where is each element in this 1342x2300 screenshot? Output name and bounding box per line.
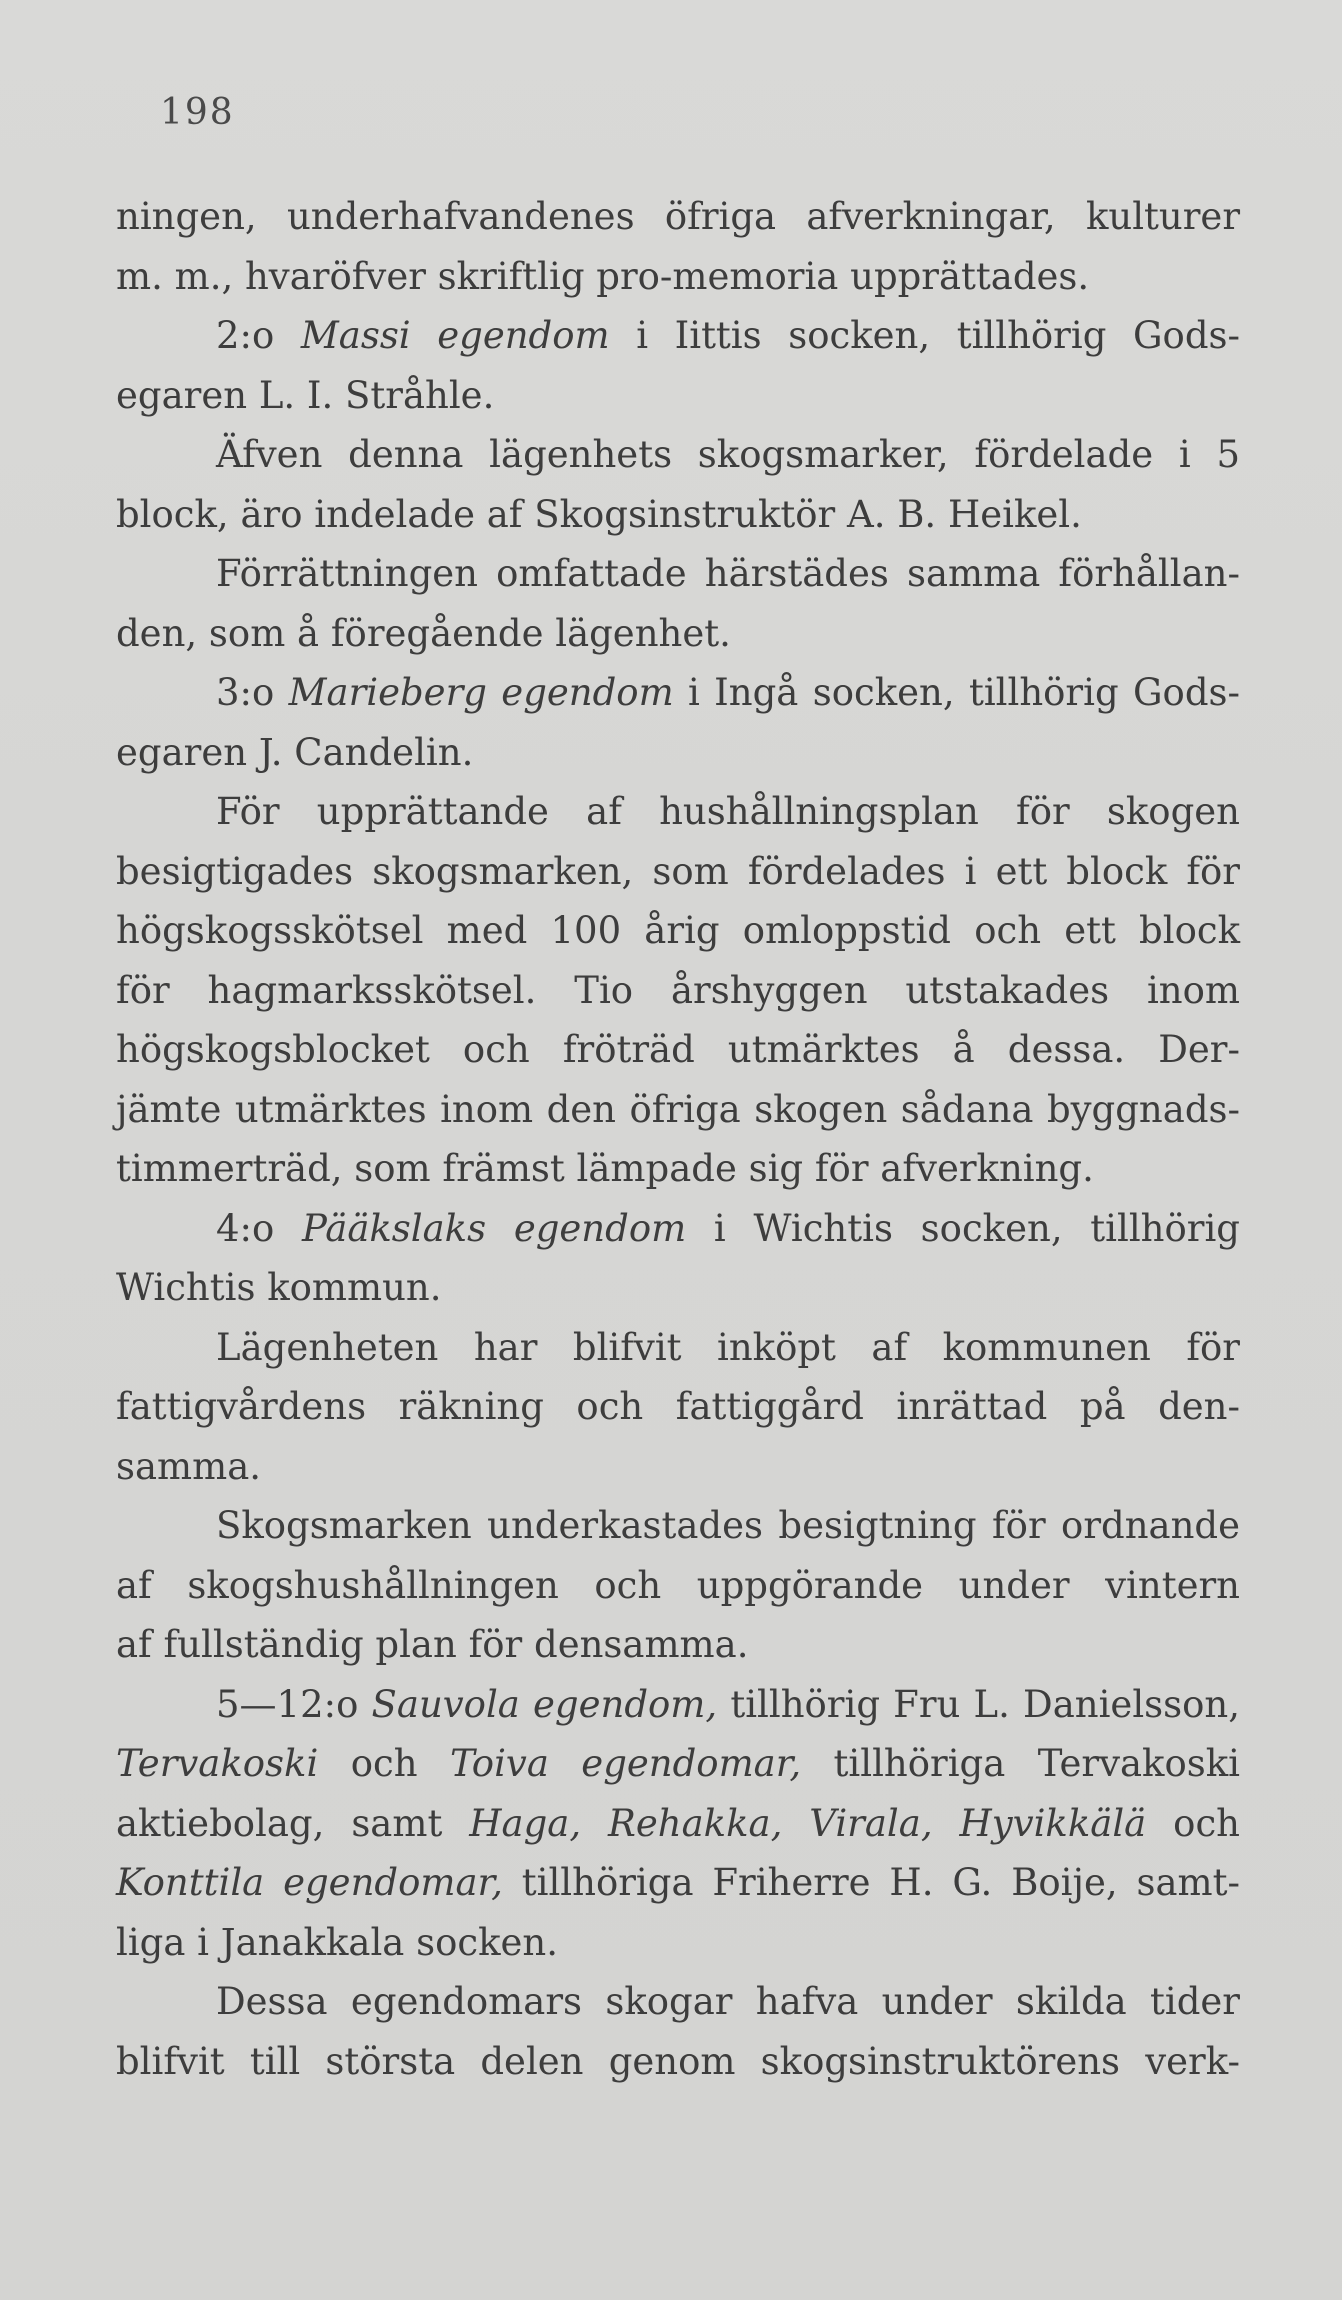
text-line (116, 663, 1240, 723)
text-line (116, 604, 1240, 664)
page-number: 198 (160, 92, 235, 133)
text-segment: och (318, 1742, 450, 1785)
text-segment: aktiebolag, samt (116, 1801, 470, 1845)
text-segment: Lägenheten har blifvit inköpt af kommunen för (216, 1325, 1240, 1369)
text-segment: 5—12:o (216, 1682, 372, 1726)
text-segment: af fullständig plan för densamma. (116, 1623, 749, 1666)
italic-text-segment: Massi egendom (300, 314, 610, 357)
text-segment: besigtigades skogsmarken, som fördelades i ett block för (116, 849, 1240, 893)
text-segment: i Ingå socken, tillhörig Gods- (673, 671, 1240, 714)
text-segment: af skogshushållningen och uppgörande under vintern (116, 1563, 1240, 1607)
text-segment: i Wichtis socken, tillhörig (686, 1206, 1240, 1250)
text-line (116, 1258, 1240, 1318)
text-line (116, 2032, 1240, 2092)
text-line (116, 782, 1240, 842)
text-line (116, 961, 1240, 1021)
text-line (116, 306, 1240, 366)
text-segment: Äfven denna lägenhets skogsmarker, fördelade i 5 (216, 433, 1240, 476)
text-line (116, 1972, 1240, 2032)
text-line (116, 1496, 1240, 1556)
text-line (116, 723, 1240, 783)
text-line (116, 1794, 1240, 1854)
text-line (116, 247, 1240, 307)
italic-text-segment: Haga, Rehakka, Virala, Hyvikkälä (469, 1801, 1147, 1845)
text-line (116, 1020, 1240, 1080)
italic-text-segment: Marieberg egendom (288, 671, 674, 714)
text-line (116, 1139, 1240, 1199)
text-line (116, 1437, 1240, 1497)
text-segment: 3:o (216, 671, 289, 714)
text-segment: den, som å föregående lägenhet. (116, 611, 731, 655)
text-line (116, 1913, 1240, 1973)
text-segment: 2:o (216, 314, 301, 357)
text-line (116, 1556, 1240, 1616)
text-segment: block, äro indelade af Skogsinstruktör A. B. Heikel. (116, 492, 1082, 536)
text-segment: samma. (116, 1444, 262, 1488)
text-segment: Dessa egendomars skogar hafva under skilda tider (216, 1980, 1240, 2023)
text-line (116, 187, 1240, 247)
text-line (116, 366, 1240, 426)
body-text (116, 187, 1240, 2091)
text-segment: ningen, underhafvandenes öfriga afverkningar, kulturer (116, 195, 1240, 238)
text-segment: timmerträd, som främst lämpade sig för afverkning. (116, 1147, 1094, 1190)
text-line (116, 1080, 1240, 1140)
text-segment: Förrättningen omfattade härstädes samma förhållan- (216, 552, 1240, 595)
text-line (116, 901, 1240, 961)
text-segment: fattigvårdens räkning och fattiggård inrättad på den- (116, 1385, 1240, 1428)
text-segment: och (1146, 1801, 1241, 1845)
text-line (116, 485, 1240, 545)
italic-text-segment: Pääkslaks egendom (302, 1206, 687, 1250)
text-line (116, 1318, 1240, 1378)
italic-text-segment: Toiva egendomar, (450, 1742, 802, 1785)
text-segment: jämte utmärktes inom den öfriga skogen sådana byggnads- (116, 1087, 1240, 1131)
text-segment: tillhöriga Friherre H. G. Boije, samt- (502, 1861, 1240, 1904)
text-line (116, 1853, 1240, 1913)
text-segment: För upprättande af hushållningsplan för skogen (216, 790, 1240, 833)
text-segment: egaren L. I. Stråhle. (116, 373, 495, 417)
text-segment: högskogsskötsel med 100 årig omloppstid och ett block (116, 909, 1240, 952)
text-segment: för hagmarksskötsel. Tio årshyggen utstakades inom (116, 968, 1240, 1012)
italic-text-segment: Konttila egendomar, (116, 1861, 503, 1904)
text-segment: högskogsblocket och fröträd utmärktes å dessa. Der- (116, 1028, 1240, 1071)
text-line (116, 1199, 1240, 1259)
text-segment: m. m., hvaröfver skriftlig pro-memoria upprättades. (116, 254, 1090, 298)
text-segment: Skogsmarken underkastades besigtning för ordnande (216, 1504, 1240, 1547)
text-line (116, 842, 1240, 902)
italic-text-segment: Sauvola egendom, (371, 1682, 718, 1726)
text-line (116, 425, 1240, 485)
text-segment: 4:o (216, 1206, 303, 1250)
text-segment: egaren J. Candelin. (116, 730, 474, 774)
text-line (116, 1377, 1240, 1437)
italic-text-segment: Tervakoski (116, 1742, 319, 1785)
text-segment: tillhörig Fru L. Danielsson, (717, 1682, 1241, 1726)
text-segment: liga i Janakkala socken. (116, 1920, 558, 1964)
text-segment: i Iittis socken, tillhörig Gods- (609, 314, 1240, 357)
text-line (116, 1615, 1240, 1675)
text-line (116, 1734, 1240, 1794)
text-segment: Wichtis kommun. (116, 1266, 442, 1309)
text-segment: tillhöriga Tervakoski (801, 1742, 1240, 1785)
text-line (116, 1675, 1240, 1735)
text-segment: blifvit till största delen genom skogsinstruktörens verk- (116, 2039, 1240, 2083)
text-line (116, 544, 1240, 604)
